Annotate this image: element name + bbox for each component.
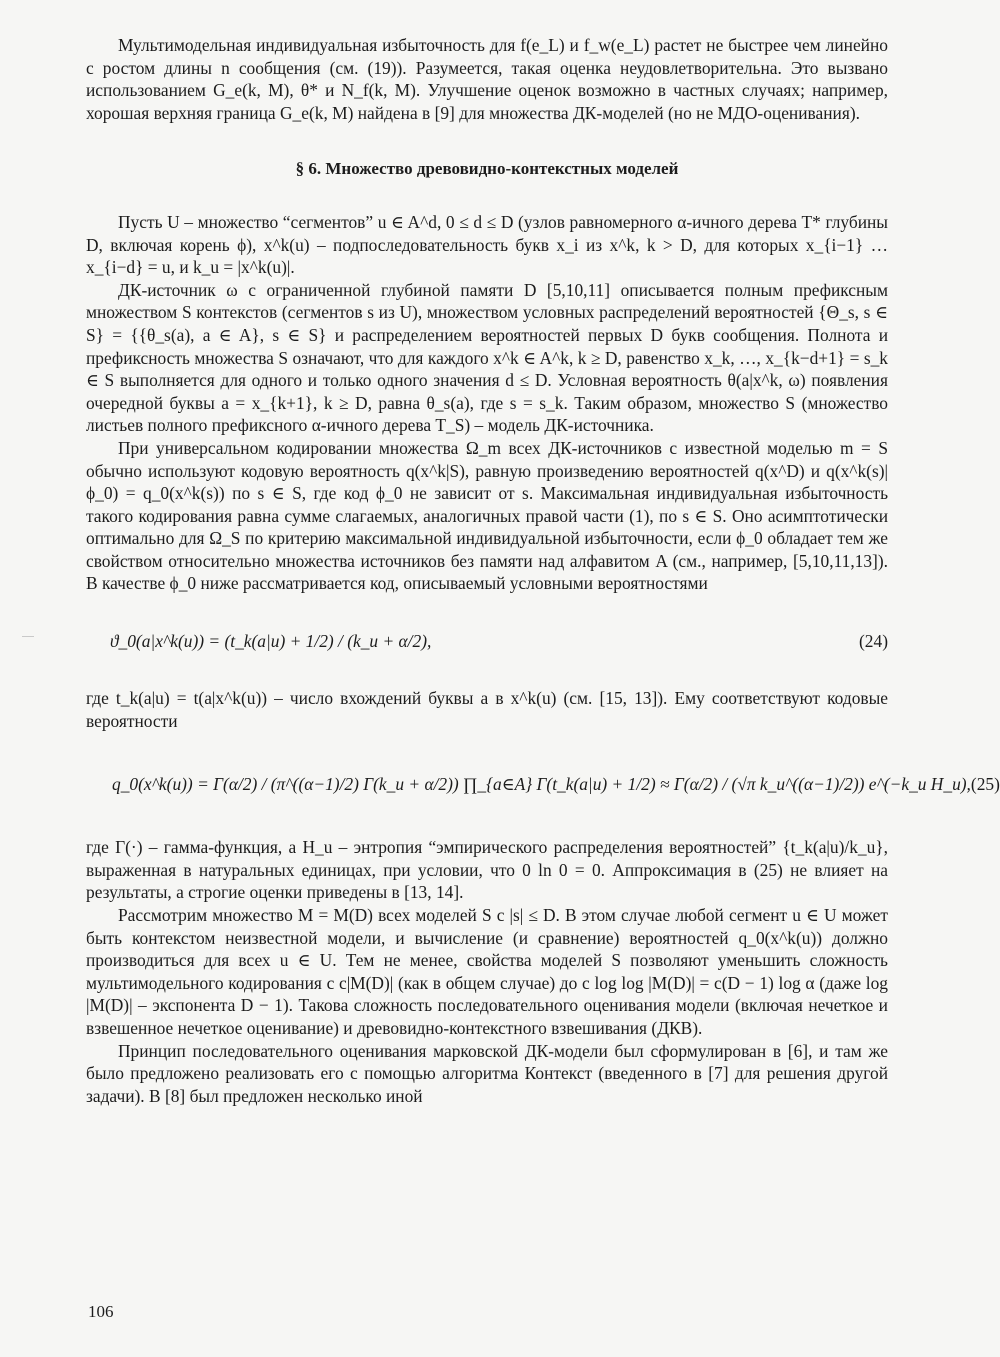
equation-25 xyxy=(86,732,1000,836)
equation-24-number: (24) xyxy=(859,630,888,651)
equation-24 xyxy=(86,595,888,687)
margin-mark xyxy=(22,636,34,637)
paragraph: Рассмотрим множество M = M(D) всех моделей S с |s| ≤ D. В этом случае любой сегмент u ∈ U может быть контекстом неизвестной модели, и вычисление (и сравнение) вероятностей q_0(x^k(u)) должно производиться для всех u ∈ U. Тем не менее, свойства моделей S позволяют уменьшить сложность мультимодельного кодирования с c|M(D)| (как в общем случае) до c log log |M(D)| = c(D − 1) log α (даже log |M(D)| – экспонента D − 1). Такова сложность последовательного оценивания модели (включая нечеткое и взвешенное нечеткое оценивание) и древовидно-контекстного взвешивания (ДКВ). xyxy=(86,905,888,1038)
paragraph: ДК-источник ω с ограниченной глубиной памяти D [5,10,11] описывается полным префиксным множеством S контекстов (сегментов s из U), множеством условных распределений вероятностей {Θ_s, s ∈ S} = {{θ_s(a), a ∈ A}, s ∈ S} и распределением вероятностей первых D букв сообщения. Полнота и префиксность множества S означают, что для каждого x^k ∈ A^k, k ≥ D, равенство x_k, …, x_{k−d+1} = s_k ∈ S выполняется для одного и только одного значения d ≤ D. Условная вероятность θ(a|x^k, ω) появления очередной буквы a = x_{k+1}, k ≥ D, равна θ_s(a), где s = s_k. Таким образом, множество S (множество листьев полного префиксного α-ичного дерева T_S) – модель ДК-источника. xyxy=(86,279,888,436)
page-number: 106 xyxy=(88,1302,114,1321)
paragraph: где t_k(a|u) = t(a|x^k(u)) – число вхождений буквы a в x^k(u) (см. [15, 13]). Ему соответствуют кодовые вероятности xyxy=(86,688,888,731)
paragraph: При универсальном кодировании множества Ω_m всех ДК-источников с известной моделью m = S обычно используют кодовую вероятность q(x^k|S), равную произведению вероятностей q(x^D) и q(x^k(s)|ϕ_0) = q_0(x^k(s)) по s ∈ S, где код ϕ_0 не зависит от s. Максимальная индивидуальная избыточность такого кодирования равна сумме слагаемых, аналогичных правой части (1), по s ∈ S. Оно асимптотически оптимально для Ω_S по критерию максимальной индивидуальной избыточности, если ϕ_0 обладает тем же свойством относительно множества источников без памяти над алфавитом A (см., например, [5,10,11,13]). В качестве ϕ_0 ниже рассматривается код, описываемый условными вероятностями xyxy=(86,437,888,594)
paragraph: Пусть U – множество “сегментов” u ∈ A^d, 0 ≤ d ≤ D (узлов равномерного α-ичного дерева T* глубины D, включая корень ϕ), x^k(u) – подпоследовательность букв x_i из x^k, k > D, для которых x_{i−1} … x_{i−d} = u, и k_u = |x^k(u)|. xyxy=(86,211,888,278)
equation-24-body: ϑ_0(a|x^k(u)) = (t_k(a|u) + 1/2) / (k_u + α/2), xyxy=(110,630,432,651)
equation-25-body: q_0(x^k(u)) = Γ(α/2) / (π^((α−1)/2) Γ(k_u + α/2)) ∏_{a∈A} Γ(t_k(a|u) + 1/2) ≈ Γ(α/2) / (√π k_u^((α−1)/2)) e^(−k_u H_u), xyxy=(112,773,971,794)
paragraph: где Γ(·) – гамма-функция, а H_u – энтропия “эмпирического распределения вероятностей” {t_k(a|u)/k_u}, выраженная в натуральных единицах, при условии, что 0 ln 0 = 0. Аппроксимация в (25) не влияет на результаты, а строгие оценки приведены в [13, 14]. xyxy=(86,837,888,903)
paragraph: Мультимодельная индивидуальная избыточность для f(e_L) и f_w(e_L) растет не быстрее чем линейно с ростом длины n сообщения (см. (19)). Разумеется, такая оценка неудовлетворительна. Это вызвано использованием G_e(k, M), θ* и N_f(k, M). Улучшение оценок возможно в частных случаях; например, хорошая верхняя граница G_e(k, M) найдена в [9] для множества ДК-моделей (но не МДО-оценивания). xyxy=(86,35,888,123)
body-text xyxy=(86,34,1000,1107)
paragraph: Принцип последовательного оценивания марковской ДК-модели был сформулирован в [6], и там же было предложено реализовать его с помощью алгоритма Контекст (введенного в [7] для решения другой задачи). В [8] был предложен несколько иной xyxy=(86,1040,888,1106)
equation-25-number: (25) xyxy=(970,773,1000,794)
section-heading: § 6. Множество древовидно-контекстных моделей xyxy=(295,159,679,179)
